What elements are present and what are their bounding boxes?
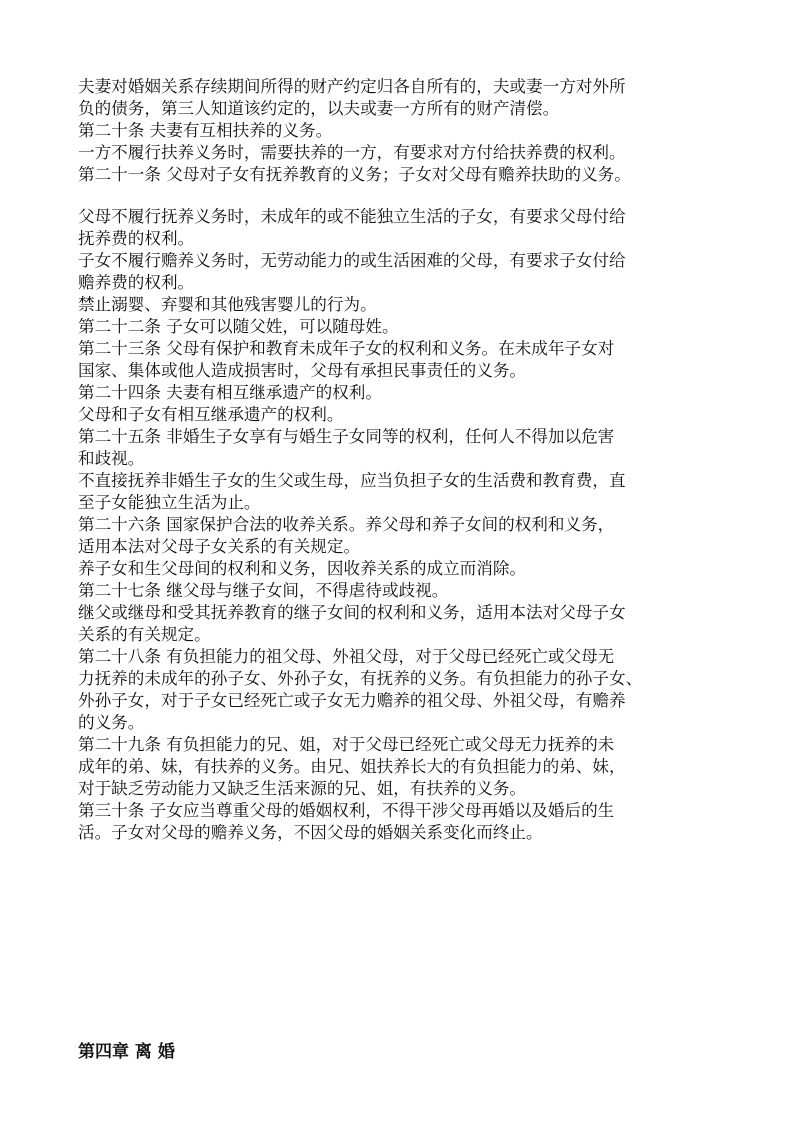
text-line: 不直接抚养非婚生子女的生父或生母，应当负担子女的生活费和教育费，直 xyxy=(78,471,626,490)
text-line: 的义务。 xyxy=(78,713,145,732)
text-line: 第二十三条 父母有保护和教育未成年子女的权利和义务。在未成年子女对 xyxy=(78,339,615,358)
text-line: 外孙子女，对于子女已经死亡或子女无力赡养的祖父母、外祖父母，有赡养 xyxy=(78,691,626,710)
text-line: 第二十一条 父母对子女有抚养教育的义务；子女对父母有赡养扶助的义务。 xyxy=(78,165,631,184)
text-line: 第二十六条 国家保护合法的收养关系。养父母和养子女间的权利和义务， xyxy=(78,515,615,534)
paragraph-gap xyxy=(78,186,748,206)
text-line: 第二十四条 夫妻有相互继承遗产的权利。 xyxy=(78,383,382,402)
text-line: 力抚养的未成年的孙子女、外孙子女，有抚养的义务。有负担能力的孙子女、 xyxy=(78,669,643,688)
text-line: 和歧视。 xyxy=(78,449,145,468)
text-line: 至子女能独立生活为止。 xyxy=(78,493,261,512)
text-line: 对于缺乏劳动能力又缺乏生活来源的兄、姐，有扶养的义务。 xyxy=(78,779,527,798)
text-line: 第二十条 夫妻有互相扶养的义务。 xyxy=(78,121,333,140)
text-line: 父母不履行抚养义务时，未成年的或不能独立生活的子女，有要求父母付给 xyxy=(78,207,626,226)
text-line: 养子女和生父母间的权利和义务，因收养关系的成立而消除。 xyxy=(78,559,527,578)
text-line: 父母和子女有相互继承遗产的权利。 xyxy=(78,405,344,424)
text-line: 负的债务，第三人知道该约定的，以夫或妻一方所有的财产清偿。 xyxy=(78,99,560,118)
text-line: 第二十五条 非婚生子女享有与婚生子女同等的权利，任何人不得加以危害 xyxy=(78,427,615,446)
text-line: 活。子女对父母的赡养义务，不因父母的婚姻关系变化而终止。 xyxy=(78,823,543,842)
text-line: 第二十二条 子女可以随父姓，可以随母姓。 xyxy=(78,317,399,336)
document-body xyxy=(78,76,748,844)
text-line: 成年的弟、妹，有扶养的义务。由兄、姐扶养长大的有负担能力的弟、妹， xyxy=(78,757,626,776)
text-line: 第二十九条 有负担能力的兄、姐，对于父母已经死亡或父母无力抚养的未 xyxy=(78,735,615,754)
text-line: 关系的有关规定。 xyxy=(78,625,211,644)
text-line: 第二十八条 有负担能力的祖父母、外祖父母，对于父母已经死亡或父母无 xyxy=(78,647,615,666)
text-line: 子女不履行赡养义务时，无劳动能力的或生活困难的父母，有要求子女付给 xyxy=(78,251,626,270)
text-line: 禁止溺婴、弃婴和其他残害婴儿的行为。 xyxy=(78,295,377,314)
text-line: 夫妻对婚姻关系存续期间所得的财产约定归各自所有的，夫或妻一方对外所 xyxy=(78,77,626,96)
text-line: 赡养费的权利。 xyxy=(78,273,195,292)
text-line: 国家、集体或他人造成损害时，父母有承担民事责任的义务。 xyxy=(78,361,527,380)
text-line: 第三十条 子女应当尊重父母的婚姻权利，不得干涉父母再婚以及婚后的生 xyxy=(78,801,615,820)
text-line: 继父或继母和受其抚养教育的继子女间的权利和义务，适用本法对父母子女 xyxy=(78,603,626,622)
paragraph-block-a xyxy=(78,76,748,186)
text-line: 一方不履行扶养义务时，需要扶养的一方，有要求对方付给扶养费的权利。 xyxy=(78,143,626,162)
paragraph-block-b xyxy=(78,206,748,844)
text-line: 适用本法对父母子女关系的有关规定。 xyxy=(78,537,361,556)
chapter-heading: 第四章 离 婚 xyxy=(78,1042,175,1062)
text-line: 抚养费的权利。 xyxy=(78,229,195,248)
text-line: 第二十七条 继父母与继子女间，不得虐待或歧视。 xyxy=(78,581,449,600)
